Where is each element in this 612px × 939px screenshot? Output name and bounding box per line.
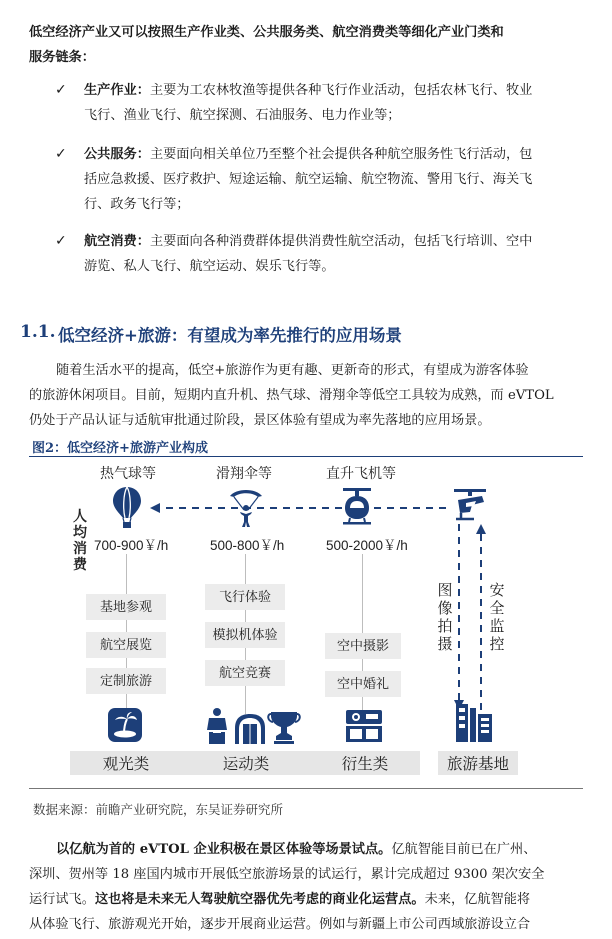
section-para-line-1: 随着生活水平的提高，低空+旅游作为更有趣、更新奇的形式，有望成为游客体验 (56, 363, 529, 378)
section-para-line-3: 仍处于产品认证与适航审批通过阶段，景区体验有望成为率先落地的应用场景。 (29, 413, 491, 428)
bullet-production-line-2: 飞行、渔业飞行、航空探测、石油服务、电力作业等； (84, 108, 401, 123)
bullet-consumption-line-1: 航空消费：主要面向各种消费群体提供消费性航空活动，包括飞行培训、空中 (84, 234, 533, 249)
island-icon (108, 708, 142, 742)
check-icon: ✓ (55, 146, 67, 162)
figure-title: 图2：低空经济+旅游产业构成 (32, 441, 208, 456)
dashed-arrow-up (474, 522, 488, 712)
figure-bottom-rule (29, 788, 583, 789)
bullet-public-line-2: 括应急救援、医疗救护、短途运输、航空运输、航空物流、警用飞行、海关飞 (84, 172, 533, 187)
item-box-aerial-wedding: 空中婚礼 (325, 671, 401, 697)
helicopter-icon (340, 486, 374, 526)
item-box-simulator: 模拟机体验 (205, 622, 285, 648)
building-icon (454, 704, 494, 742)
section-title: 低空经济+旅游：有望成为率先推行的应用场景 (58, 326, 402, 345)
bullet-title: 公共服务： (84, 147, 150, 162)
intro-line-2: 服务链条： (29, 50, 95, 65)
intro-line-1: 低空经济产业又可以按照生产作业类、公共服务类、航空消费类等细化产业门类和 (29, 25, 504, 40)
item-box-custom-tour: 定制旅游 (86, 668, 166, 694)
per-capita-label: 人均消费 (73, 508, 87, 572)
sports-icons (205, 706, 303, 744)
paraglider-icon (228, 486, 264, 528)
category-sightseeing: 观光类 (102, 756, 150, 773)
dashed-arrow-down (452, 522, 466, 712)
item-box-aviation-competition: 航空竞赛 (205, 660, 285, 686)
hot-air-balloon-icon (112, 486, 142, 530)
top-label-paraglider: 滑翔伞等 (216, 465, 272, 481)
check-icon: ✓ (55, 233, 67, 249)
item-box-flight-experience: 飞行体验 (205, 584, 285, 610)
bullet-title: 生产作业： (84, 83, 150, 98)
price-balloon: 700-900￥/h (94, 538, 169, 553)
closing-line-3: 运行试飞。这也将是未来无人驾驶航空器优先考虑的商业化运营点。未来，亿航智能将 (29, 892, 531, 907)
dashed-arrow-horizontal (148, 500, 448, 516)
check-icon: ✓ (55, 82, 67, 98)
closing-line-4: 从体验飞行、旅游观光开始，逐步开展商业运营。例如与新疆上市公司西域旅游设立合 (29, 917, 531, 932)
item-box-base-visit: 基地参观 (86, 594, 166, 620)
top-label-balloon: 热气球等 (100, 465, 156, 481)
bullet-public-line-3: 行、政务飞行等； (84, 197, 190, 212)
source-note: 数据来源：前瞻产业研究院，东吴证券研究所 (33, 802, 284, 817)
price-helicopter: 500-2000￥/h (326, 538, 408, 553)
category-derivative: 衍生类 (341, 756, 389, 773)
bullet-public-line-1: 公共服务：主要面向相关单位乃至整个社会提供各种航空服务性飞行活动，包 (84, 147, 533, 162)
camera-icon (346, 708, 382, 742)
arrow-label-safety-monitor: 安全监控 (489, 582, 505, 653)
price-paraglider: 500-800￥/h (210, 538, 285, 553)
bullet-consumption-line-2: 游览、私人飞行、航空运动、娱乐飞行等。 (84, 259, 335, 274)
category-sports: 运动类 (222, 756, 270, 773)
arrow-label-image-capture: 图像拍摄 (437, 582, 453, 653)
item-box-aviation-exhibition: 航空展览 (86, 632, 166, 658)
closing-line-2: 深圳、贺州等 18 座国内城市开展低空旅游场景的试运行，累计完成超过 9300 架次安全 (29, 867, 545, 882)
closing-line-1: 以亿航为首的 eVTOL 企业积极在景区体验等场景试点。亿航智能目前已在广州、 (56, 842, 537, 857)
top-label-helicopter: 直升飞机等 (326, 465, 396, 481)
bullet-production-line-1: 生产作业：主要为工农林牧渔等提供各种飞行作业活动，包括农林飞行、牧业 (84, 83, 533, 98)
item-box-aerial-photography: 空中摄影 (325, 633, 401, 659)
category-tourism-base: 旅游基地 (446, 756, 509, 773)
bullet-title: 航空消费： (84, 234, 150, 249)
section-para-line-2: 的旅游休闲项目。目前，短期内直升机、热气球、滑翔伞等低空工具较为成熟，而 eVTOL (29, 388, 554, 403)
drone-icon (452, 486, 488, 522)
section-number: 1.1. (20, 322, 56, 342)
